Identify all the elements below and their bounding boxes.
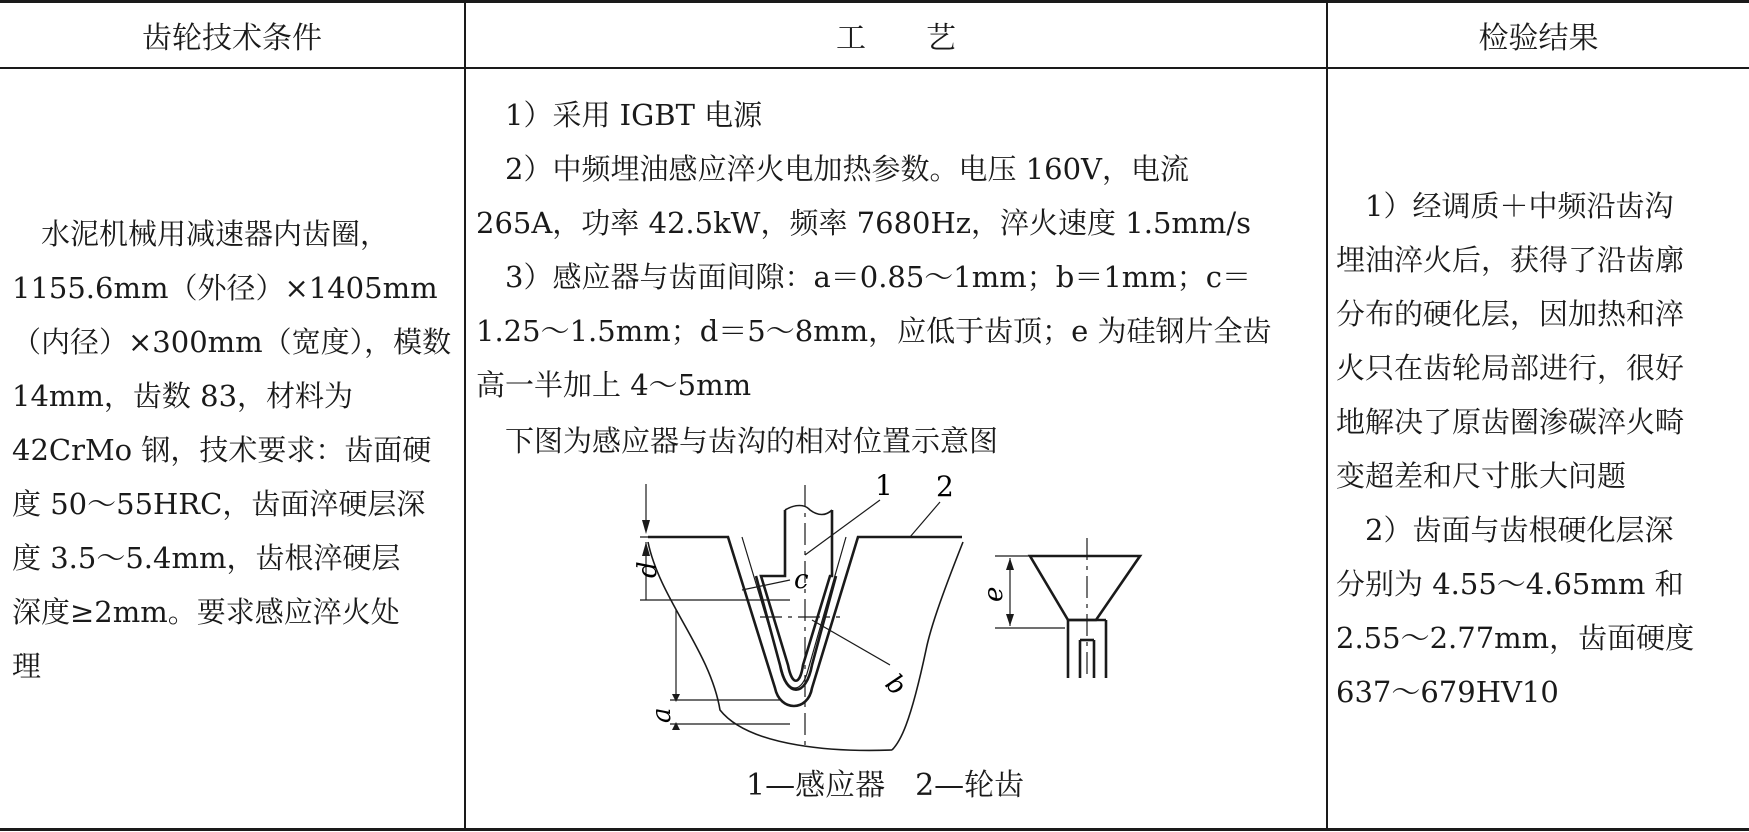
label-tooth-number: 2 (936, 470, 954, 503)
result-line: 火只在齿轮局部进行，很好 (1336, 351, 1685, 385)
result-line: 变超差和尺寸胀大问题 (1336, 459, 1627, 493)
gear-specs-line: 理 (12, 649, 42, 683)
table-bottom-rule (0, 828, 1749, 831)
column-divider-2 (1326, 0, 1328, 831)
gear-specs-line: 深度≥2mm。要求感应淬火处 (12, 595, 400, 629)
label-c: c (794, 565, 809, 595)
label-inductor-number: 1 (875, 469, 893, 502)
header-inspection-result: 检验结果 (1478, 21, 1599, 56)
result-line: 分别为 4.55～4.65mm 和 (1336, 567, 1684, 601)
process-line: 2）中频埋油感应淬火电加热参数。电压 160V，电流 (476, 152, 1189, 186)
result-line: 637～679HV10 (1336, 675, 1559, 709)
gear-specs-line: 度 50～55HRC，齿面淬硬层深 (12, 487, 426, 521)
gear-specs-line: 水泥机械用减速器内齿圈， (12, 217, 390, 251)
process-line: 1）采用 IGBT 电源 (476, 98, 763, 132)
process-line: 265A，功率 42.5kW，频率 7680Hz，淬火速度 1.5mm/s (476, 206, 1252, 240)
gear-specs-line: 42CrMo 钢，技术要求：齿面硬 (12, 433, 432, 467)
process-line: 3）感应器与齿面间隙：a＝0.85～1mm；b＝1mm；c＝ (476, 260, 1252, 294)
gear-specs-line: 1155.6mm（外径）×1405mm (12, 271, 438, 305)
result-line: 埋油淬火后，获得了沿齿廓 (1336, 243, 1685, 277)
label-b: b (879, 668, 913, 702)
process-line: 下图为感应器与齿沟的相对位置示意图 (476, 424, 999, 458)
header-gear-specs: 齿轮技术条件 (142, 21, 322, 56)
gear-specs-line: 14mm，齿数 83，材料为 (12, 379, 354, 413)
label-d: d (633, 561, 663, 578)
gear-specs-cell (12, 207, 452, 693)
gear-specs-line: 度 3.5～5.4mm，齿根淬硬层 (12, 541, 401, 575)
result-line: 2.55～2.77mm，齿面硬度 (1336, 621, 1695, 655)
process-line: 1.25～1.5mm；d＝5～8mm，应低于齿顶；e 为硅钢片全齿 (476, 314, 1272, 348)
result-line: 地解决了原齿圈渗碳淬火畸 (1336, 405, 1685, 439)
result-line: 1）经调质＋中频沿齿沟 (1336, 189, 1674, 223)
result-line: 分布的硬化层，因加热和淬 (1336, 297, 1685, 331)
label-a: a (647, 707, 677, 723)
figure-caption: 1—感应器 2—轮齿 (746, 768, 1025, 803)
header-process: 工 艺 (836, 21, 956, 56)
process-line: 高一半加上 4～5mm (476, 368, 752, 402)
inductor-position-diagram (633, 469, 1160, 755)
result-line: 2）齿面与齿根硬化层深 (1336, 513, 1674, 547)
column-divider-1 (464, 0, 466, 831)
inspection-result-cell (1336, 179, 1740, 719)
gear-specs-line: （内径）×300mm（宽度），模数 (12, 325, 452, 359)
label-e: e (979, 586, 1009, 602)
